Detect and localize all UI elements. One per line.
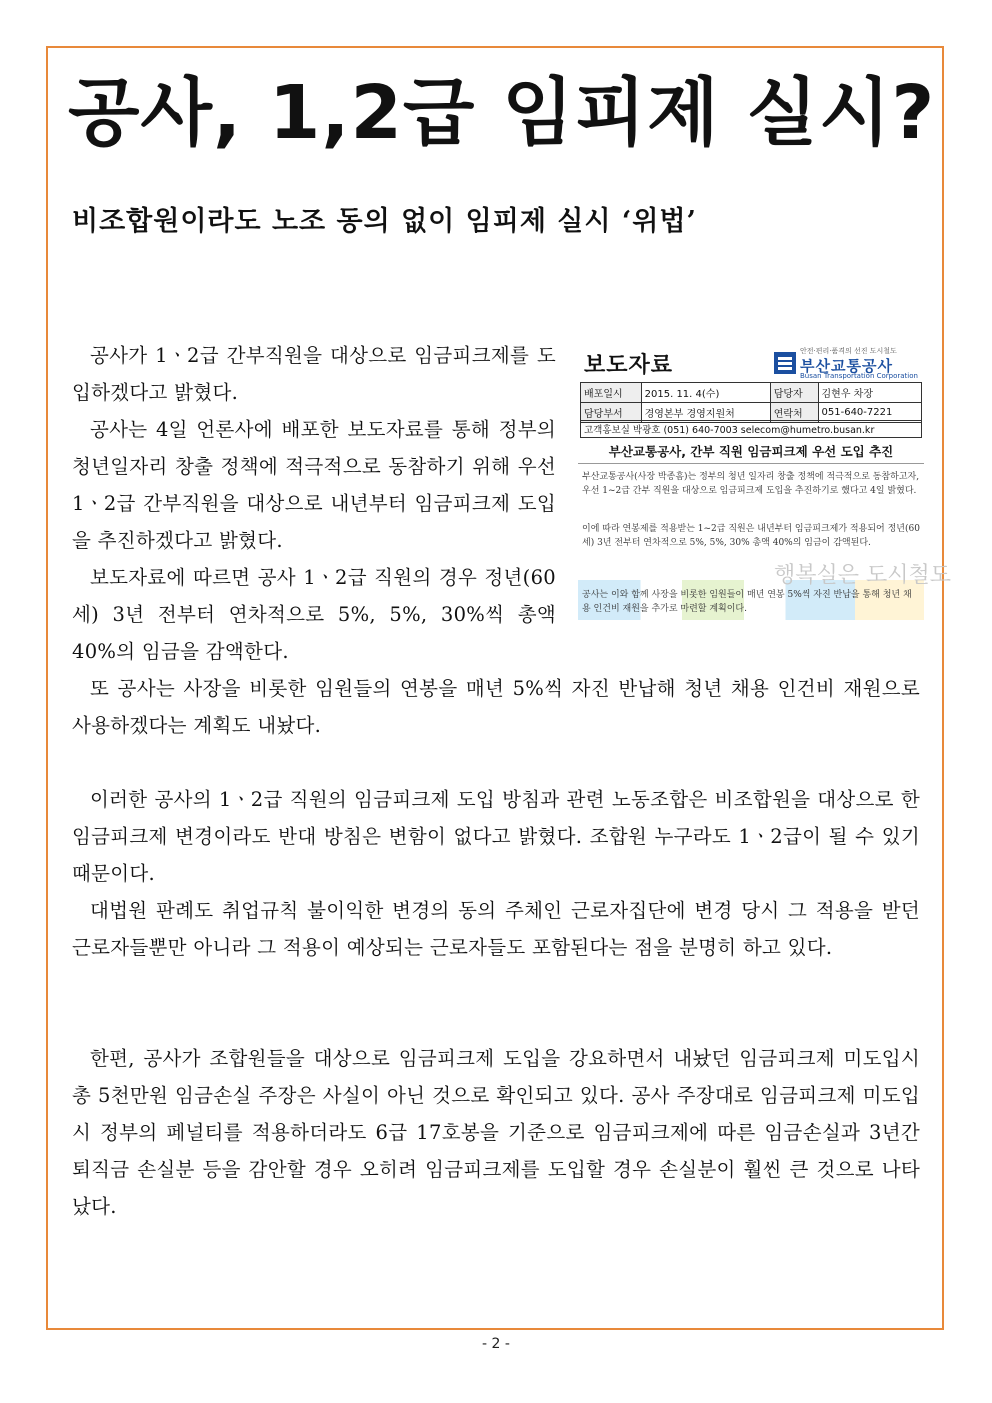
paragraph: 한편, 공사가 조합원들을 대상으로 임금피크제 도입을 강요하면서 내놨던 임금피크제 미도입시 총 5천만원 임금손실 주장은 사실이 아닌 것으로 확인되고 있다. 공사 주장대로 임금피크제 미도입시 정부의 페널티를 적용하더라도 6급 17호봉을 기준으로 임금피크제에 따른 임금손실과 3년간 퇴직금 손실분 등을 감안할 경우 오히려 임금피크제를 도입할 경우 손실분이 훨씬 큰 것으로 나타났다. (72, 1047, 920, 1218)
subheadline: 비조합원이라도 노조 동의 없이 임피제 실시 ‘위법’ (72, 206, 697, 237)
table-cell: 배포일시 (581, 383, 642, 403)
paragraph: 보도자료에 따르면 공사 1ㆍ2급 직원의 경우 정년(60세) 3년 전부터 연차적으로 5%, 5%, 30%씩 총액 40%의 임금을 감액한다. (72, 566, 556, 663)
table-cell: 김현우 차장 (818, 383, 921, 403)
table-cell: 경영본부 경영지원처 (641, 403, 770, 423)
table-cell: 2015. 11. 4(수) (641, 383, 770, 403)
table-cell: 051-640-7221 (818, 403, 921, 423)
table-cell: 담당자 (770, 383, 818, 403)
table-cell: 담당부서 (581, 403, 642, 423)
headline: 공사, 1,2급 임피제 실시? (68, 70, 936, 156)
press-release-title: 부산교통공사, 간부 직원 임금피크제 우선 도입 추진 (578, 442, 924, 464)
logo-mark-icon (774, 352, 796, 374)
page-number: - 2 - (482, 1336, 510, 1352)
paragraph: 대법원 판례도 취업규칙 불이익한 변경의 동의 주체인 근로자집단에 변경 당시 그 적용을 받던 근로자들뿐만 아니라 그 적용이 예상되는 근로자들도 포함된다는 점을 분명히 하고 있다. (72, 899, 920, 959)
press-release-info-table (580, 382, 922, 423)
press-release-image (578, 342, 952, 620)
logo-tagline: 안전·편리·품격의 선진 도시철도 (800, 347, 897, 355)
press-release-paragraph: 부산교통공사(사장 박종흠)는 정부의 청년 일자리 창출 정책에 적극적으로 동참하고자, 우선 1~2급 간부 직원을 대상으로 임금피크제 도입을 추진하기로 했다고 4일 밝혔다. (582, 472, 920, 496)
paragraph: 이러한 공사의 1ㆍ2급 직원의 임금피크제 도입 방침과 관련 노동조합은 비조합원을 대상으로 한 임금피크제 변경이라도 반대 방침은 변함이 없다고 밝혔다. 조합원 누구라도 1ㆍ2급이 될 수 있기 때문이다. (72, 788, 920, 885)
paragraph: 또 공사는 사장을 비롯한 임원들의 연봉을 매년 5%씩 자진 반납해 청년 채용 인건비 재원으로 사용하겠다는 계획도 내놨다. (72, 677, 920, 737)
press-release-heading: 보도자료 (584, 353, 674, 378)
press-release-contact: 고객홍보실 박광호 (051) 640-7003 selecom@humetro.busan.kr (580, 420, 922, 438)
watermark-text: 행복실은 도시철도 (774, 563, 952, 588)
company-logo (774, 346, 918, 380)
table-cell: 연락처 (770, 403, 818, 423)
logo-english: Busan Transportation Corporation (800, 372, 918, 380)
paragraph: 공사가 1ㆍ2급 간부직원을 대상으로 임금피크제를 도입하겠다고 밝혔다. (72, 344, 556, 404)
press-release-paragraph: 공사는 이와 함께 사장을 비롯한 임원들이 매년 연봉 5%씩 자진 반납을 통해 청년 채용 인건비 재원을 추가로 마련할 계획이다. (582, 590, 912, 614)
logo-name: 부산교통공사 (800, 357, 893, 375)
table-row (581, 383, 922, 403)
press-release-paragraph: 이에 따라 연봉제를 적용받는 1~2급 직원은 내년부터 임금피크제가 적용되어 정년(60세) 3년 전부터 연차적으로 5%, 5%, 30% 총액 40%의 임금이 감액된다. (582, 524, 920, 548)
paragraph: 공사는 4일 언론사에 배포한 보도자료를 통해 정부의 청년일자리 창출 정책에 적극적으로 동참하기 위해 우선 1ㆍ2급 간부직원을 대상으로 내년부터 임금피크제 도입을 추진하겠다고 밝혔다. (72, 418, 556, 552)
